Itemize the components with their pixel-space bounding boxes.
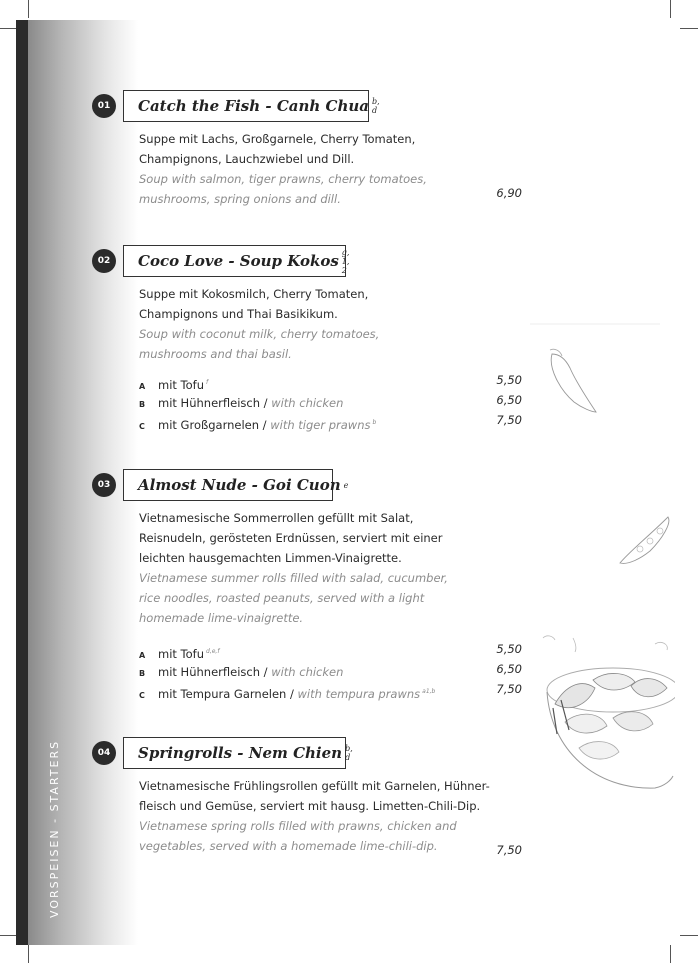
option-allergens: d,e,f (206, 648, 220, 655)
option-label-de: mit Hühnerfleisch (158, 396, 260, 410)
option-row (139, 662, 499, 682)
desc-de-line: fleisch und Gemüse, serviert mit hausg. Limetten-Chili-Dip. (139, 799, 481, 813)
option-label-en: with tempura prawns (297, 686, 421, 701)
crop-mark (670, 945, 671, 963)
item-title-box (123, 245, 350, 277)
item-allergens: b, d (371, 97, 380, 115)
item-allergens: b, d (345, 744, 353, 762)
option-letter: A (139, 381, 146, 391)
option-price: 6,50 (496, 393, 522, 407)
option-label-en: with chicken (271, 396, 344, 410)
desc-en-line: mushrooms and thai basil. (139, 347, 292, 361)
desc-de-line: Vietnamesische Frühlingsrollen gefüllt mit Garnelen, Hühner- (139, 779, 490, 793)
item-description (139, 284, 489, 364)
bowl-of-beans-illustration (535, 630, 675, 820)
desc-en-line: Vietnamese spring rolls filled with prawns, chicken and (139, 819, 457, 833)
option-allergens: b (372, 419, 377, 426)
option-separator: / (259, 417, 271, 432)
item-title: Almost Nude - Goi Cuon (138, 476, 341, 494)
desc-de-line: Reisnudeln, gerösteten Erdnüssen, serviert mit einer (139, 531, 443, 545)
crop-mark (670, 0, 671, 18)
option-row (139, 373, 499, 393)
item-description (139, 776, 499, 856)
option-label-de: mit Tofu (158, 646, 205, 661)
option-letter: C (139, 690, 145, 700)
option-price: 7,50 (496, 682, 522, 696)
item-number-badge: 04 (92, 741, 116, 765)
option-price: 5,50 (496, 642, 522, 656)
item-number-badge: 01 (92, 94, 116, 118)
side-label-text: VORSPEISEN - STARTERS (48, 739, 61, 918)
crop-mark (28, 945, 29, 963)
desc-en-line: Soup with coconut milk, cherry tomatoes, (139, 327, 380, 341)
option-letter: B (139, 400, 146, 409)
option-label-en: with tiger prawns (270, 417, 371, 432)
item-title-box (123, 469, 349, 501)
desc-de-line: Champignons und Thai Basikikum. (139, 307, 338, 321)
side-band-dark (16, 20, 28, 945)
option-row (139, 393, 499, 413)
option-label-en: with chicken (271, 665, 344, 679)
side-label (30, 739, 78, 918)
desc-en-line: homemade lime-vinaigrette. (139, 611, 304, 625)
item-price: 6,90 (496, 186, 522, 200)
item-allergens: e (343, 480, 349, 490)
desc-en-line: Vietnamese summer rolls filled with salad, cucumber, (139, 571, 448, 585)
option-row (139, 682, 499, 702)
option-letter: B (139, 669, 146, 678)
option-label-de: mit Hühnerfleisch (158, 665, 260, 679)
desc-de-line: Suppe mit Kokosmilch, Cherry Tomaten, (139, 287, 369, 301)
option-label-de: mit Großgarnelen (158, 417, 260, 432)
desc-en-line: Soup with salmon, tiger prawns, cherry tomatoes, (139, 172, 427, 186)
item-price: 7,50 (496, 843, 522, 857)
option-letter: A (139, 650, 146, 660)
desc-en-line: rice noodles, roasted peanuts, served with a light (139, 591, 425, 605)
option-allergens: f (206, 379, 209, 386)
option-row (139, 413, 499, 433)
item-title-box (123, 737, 353, 769)
crop-mark (28, 0, 29, 18)
item-title: Springrolls - Nem Chien (138, 744, 343, 762)
option-price: 5,50 (496, 373, 522, 387)
crop-mark (680, 935, 698, 936)
desc-en-line: mushrooms, spring onions and dill. (139, 192, 341, 206)
item-description (139, 508, 489, 628)
option-separator: / (286, 686, 298, 701)
option-label-de: mit Tempura Garnelen (158, 686, 287, 701)
item-title-box (123, 90, 380, 122)
option-price: 7,50 (496, 413, 522, 427)
desc-de-line: Champignons, Lauchzwiebel und Dill. (139, 152, 355, 166)
item-title: Catch the Fish - Canh Chua (138, 97, 369, 115)
item-number-badge: 02 (92, 249, 116, 273)
desc-de-line: Vietnamesische Sommerrollen gefüllt mit Salat, (139, 511, 414, 525)
pea-pod-illustration (530, 320, 670, 430)
item-allergens: g, 1, 2 (341, 247, 350, 275)
crop-mark (680, 28, 698, 29)
item-number-badge: 03 (92, 473, 116, 497)
option-separator: / (260, 396, 272, 410)
item-title: Coco Love - Soup Kokos (138, 252, 339, 270)
option-price: 6,50 (496, 662, 522, 676)
option-allergens: a1,b (422, 688, 436, 695)
desc-de-line: Suppe mit Lachs, Großgarnele, Cherry Tomaten, (139, 132, 416, 146)
option-row (139, 642, 499, 662)
option-label-de: mit Tofu (158, 377, 205, 392)
option-letter: C (139, 421, 145, 431)
bean-sketch-illustration (610, 505, 680, 575)
option-separator: / (260, 665, 272, 679)
desc-en-line: vegetables, served with a homemade lime-chili-dip. (139, 839, 438, 853)
item-description (139, 129, 489, 209)
desc-de-line: leichten hausgemachten Limmen-Vinaigrette. (139, 551, 402, 565)
